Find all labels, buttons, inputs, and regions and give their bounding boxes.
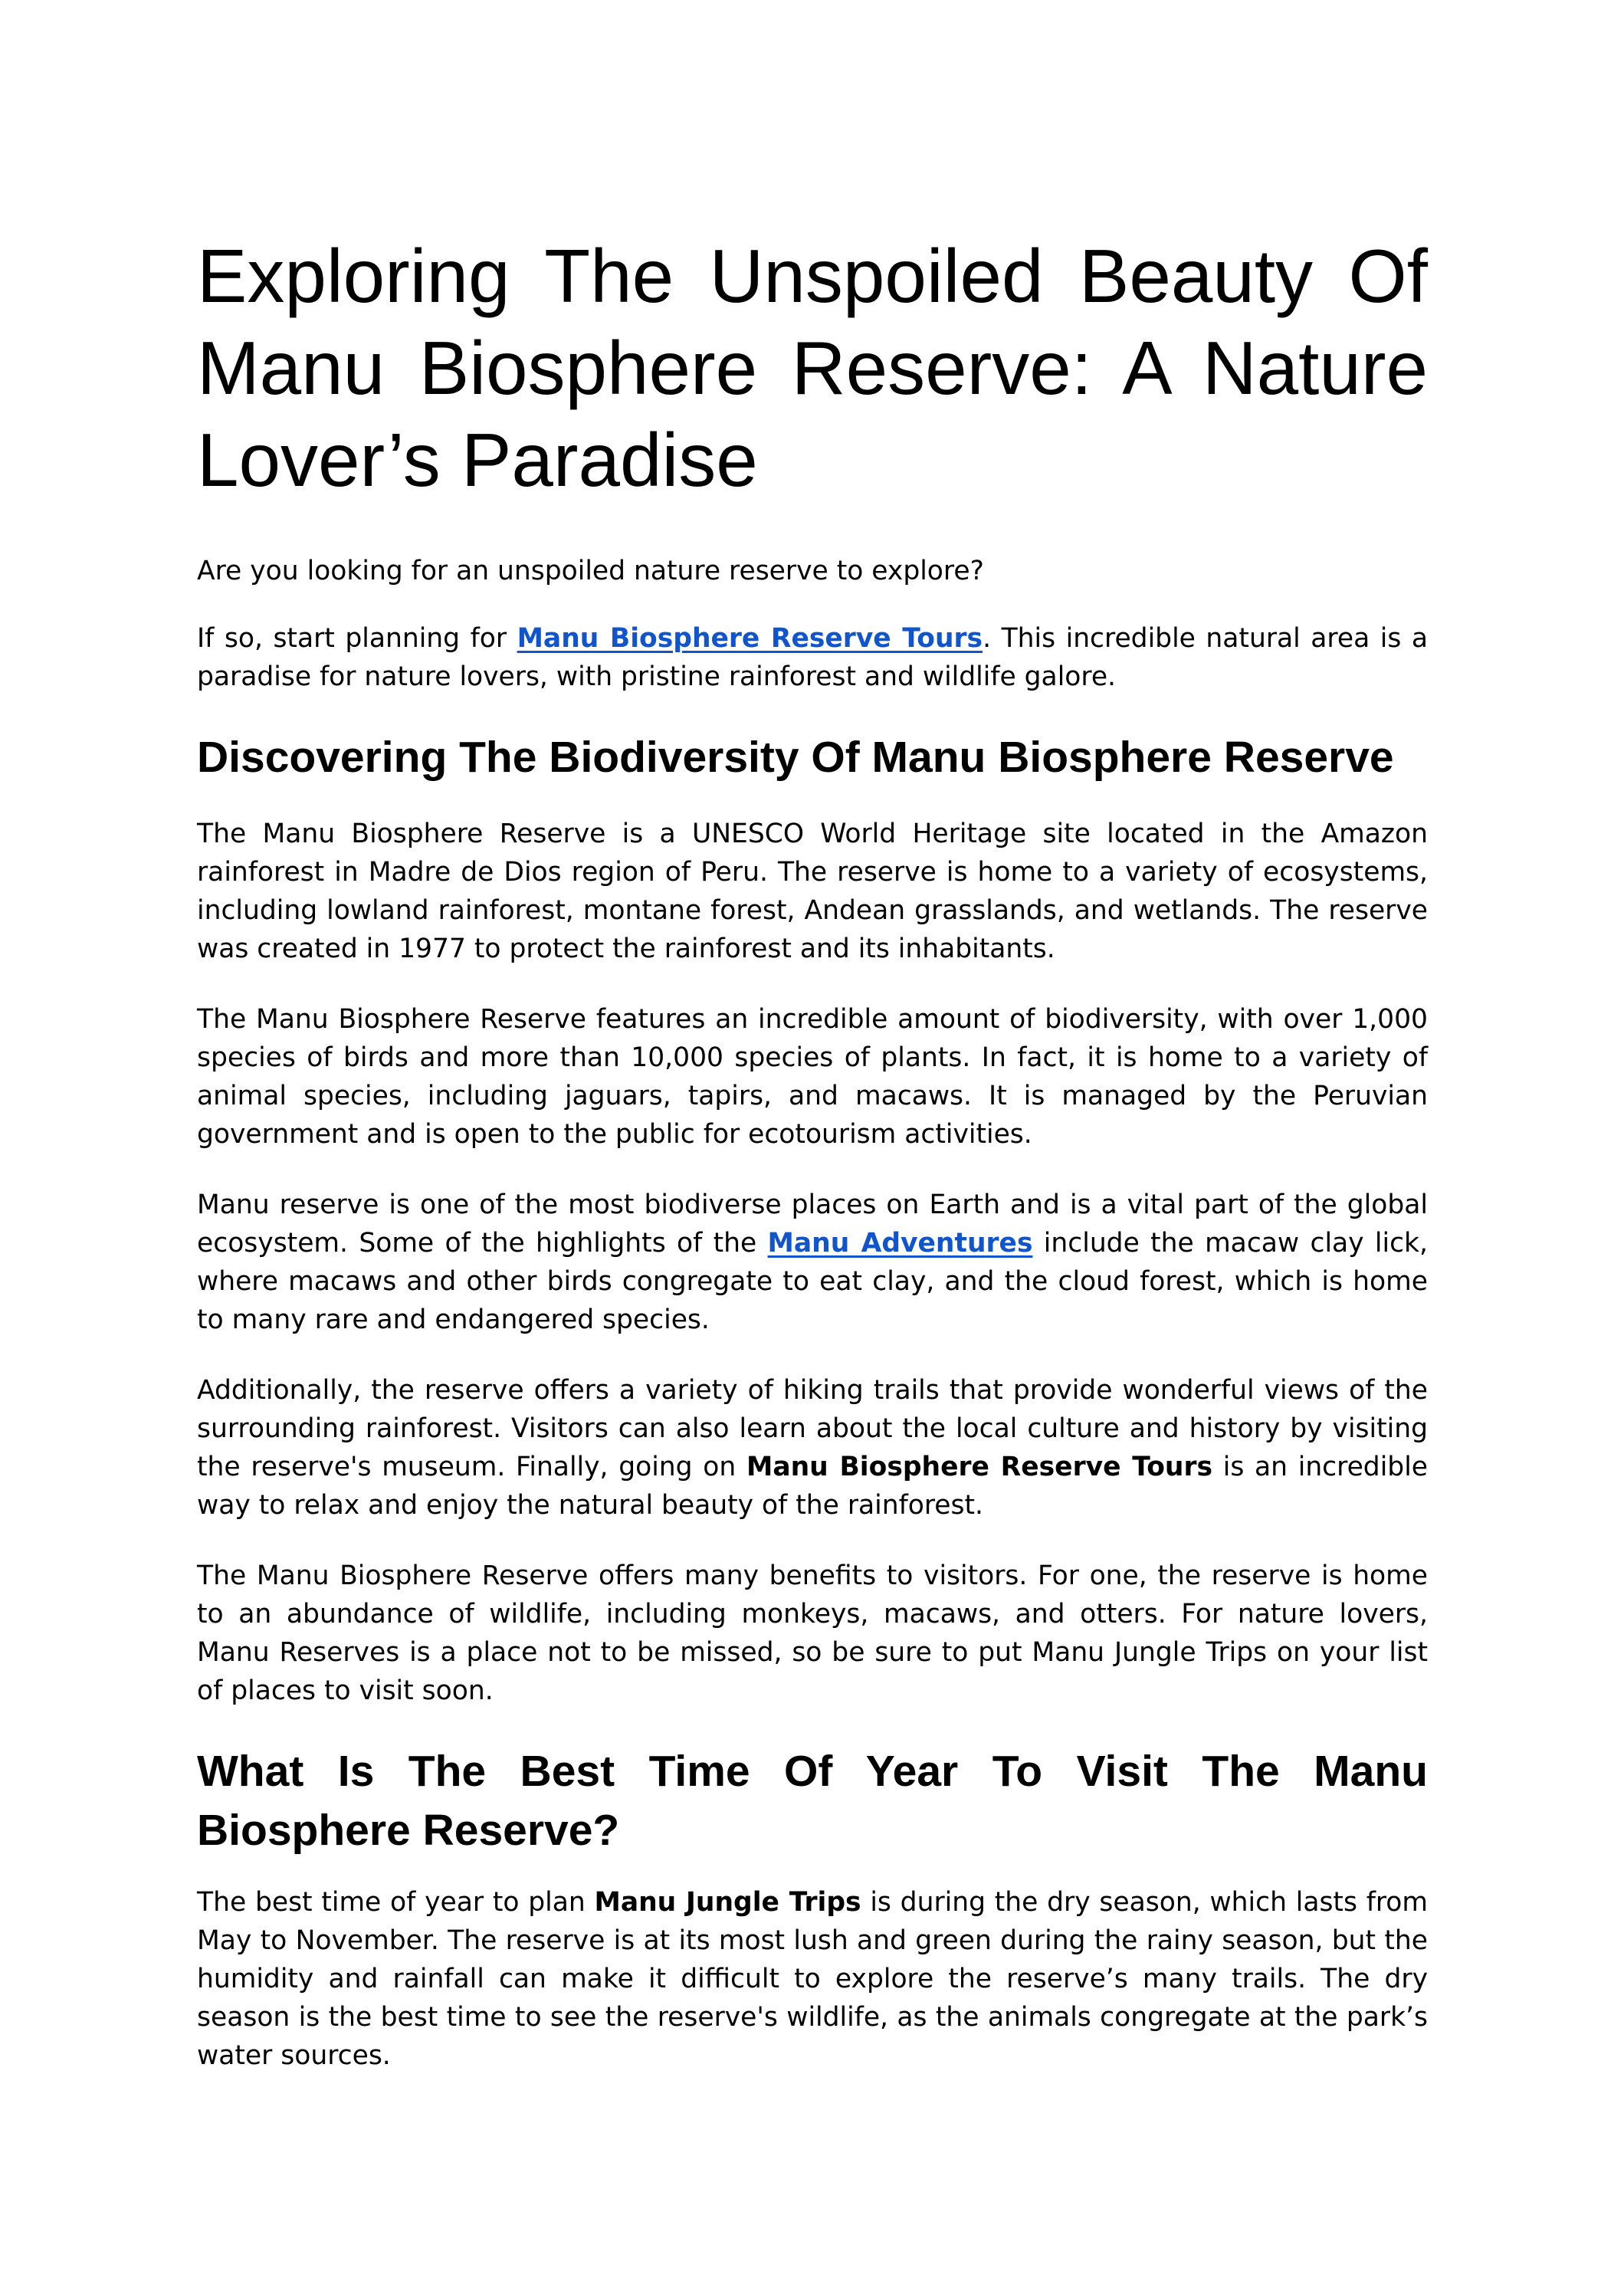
document-page [197, 230, 1428, 2107]
best-time-text-before: The best time of year to plan [197, 1887, 595, 1918]
section-heading-best-time: What Is The Best Time Of Year To Visit The Manu Biosphere Reserve? [197, 1747, 1428, 1855]
manu-biosphere-reserve-tours-link[interactable]: Manu Biosphere Reserve Tours [517, 623, 983, 654]
intro-text-before: If so, start planning for [197, 623, 517, 654]
paragraph-4-text-before: Additionally, the reserve offers a variety of hiking trails that provide wonderful views of the surrounding rainforest. Visitors can also learn about the local culture and history by visiting the reserve's museum. Finally, going on [197, 1375, 1428, 1482]
intro-text-after: . This incredible natural area is a paradise for nature lovers, with pristine rainforest and wildlife galore. [197, 623, 1428, 692]
biodiversity-paragraph-4 [197, 1371, 1428, 1524]
intro-paragraph-2 [197, 619, 1428, 696]
manu-adventures-link[interactable]: Manu Adventures [767, 1228, 1033, 1259]
paragraph-3-text-after: include the macaw clay lick, where macaws and other birds congregate to eat clay, and the cloud forest, which is home to many rare and endangered species. [197, 1228, 1429, 1335]
paragraph-4-text-after: is an incredible way to relax and enjoy the natural beauty of the rainforest. [197, 1452, 1429, 1521]
intro-paragraph-1: Are you looking for an unspoiled nature reserve to explore? [197, 556, 984, 586]
biodiversity-paragraph-2: The Manu Biosphere Reserve features an incredible amount of biodiversity, with over 1,000 species of birds and more than 10,000 species of plants. In fact, it is home to a variety of animal species, including jaguars, tapirs, and macaws. It is managed by the Peruvian government and is open to the public for ecotourism activities. [197, 1004, 1428, 1150]
document-title: Exploring The Unspoiled Beauty Of Manu Biosphere Reserve: A Nature Lover’s Paradise [197, 234, 1428, 502]
biodiversity-paragraph-3 [197, 1186, 1428, 1339]
manu-jungle-trips-bold-text: Manu Jungle Trips [594, 1887, 861, 1918]
manu-tours-bold-text: Manu Biosphere Reserve Tours [746, 1452, 1213, 1482]
best-time-text-after: is during the dry season, which lasts from May to November. The reserve is at its most lush and green during the rainy season, but the humidity and rainfall can make it difficult to explore the reserve’s many trails. The dry season is the best time to see the reserve's wildlife, as the animals congregate at the park’s water sources. [197, 1887, 1428, 2071]
biodiversity-paragraph-1: The Manu Biosphere Reserve is a UNESCO World Heritage site located in the Amazon rainforest in Madre de Dios region of Peru. The reserve is home to a variety of ecosystems, including lowland rainforest, montane forest, Andean grasslands, and wetlands. The reserve was created in 1977 to protect the rainforest and its inhabitants. [197, 819, 1428, 964]
section-heading-biodiversity: Discovering The Biodiversity Of Manu Biosphere Reserve [197, 733, 1394, 782]
paragraph-3-text-before: Manu reserve is one of the most biodiverse places on Earth and is a vital part of the global ecosystem. Some of the highlights of the [197, 1190, 1428, 1259]
best-time-paragraph-1 [197, 1883, 1428, 2075]
biodiversity-paragraph-5: The Manu Biosphere Reserve offers many benefits to visitors. For one, the reserve is home to an abundance of wildlife, including monkeys, macaws, and otters. For nature lovers, Manu Reserves is a place not to be missed, so be sure to put Manu Jungle Trips on your list of places to visit soon. [197, 1561, 1428, 1706]
